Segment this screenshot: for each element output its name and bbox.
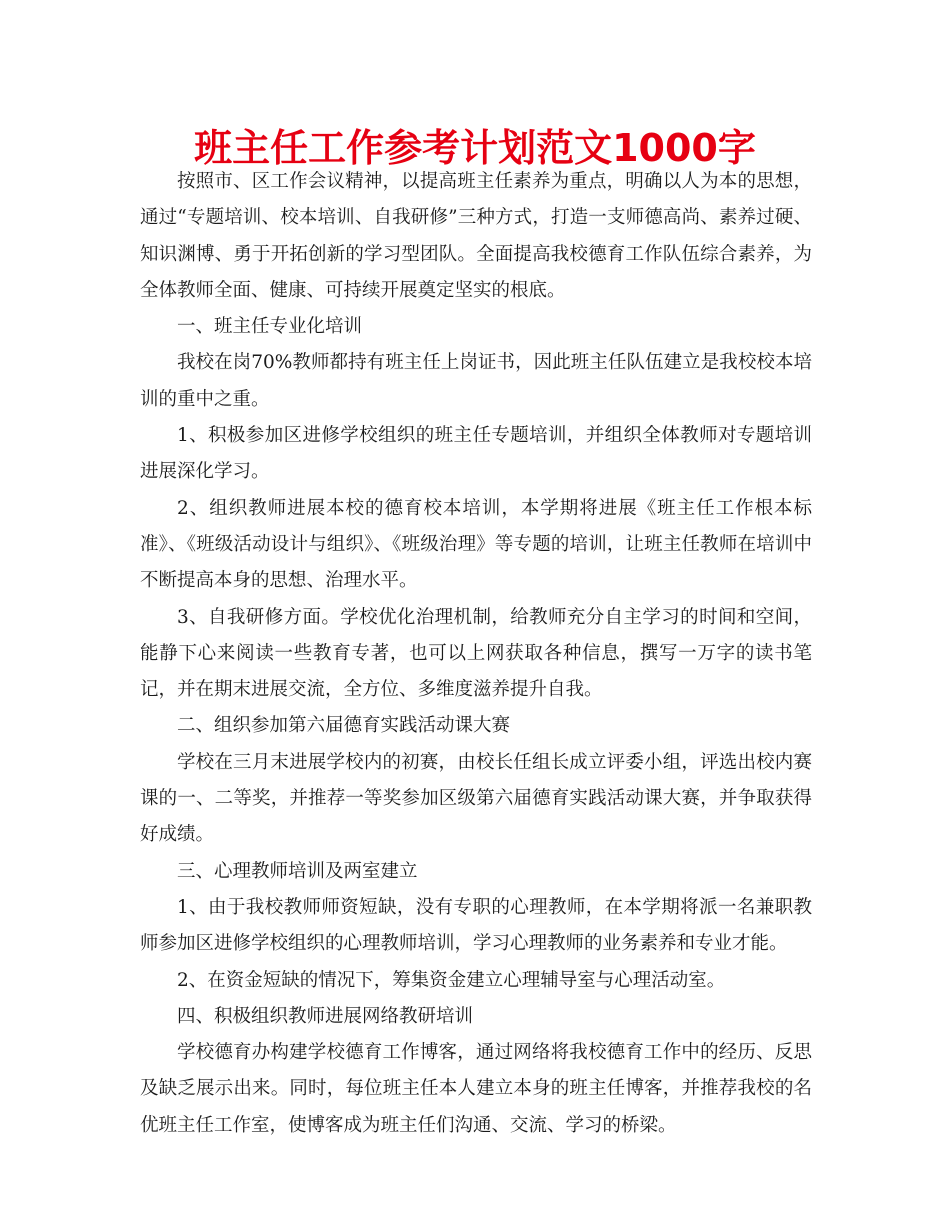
paragraph: 学校德育办构建学校德育工作博客，通过网络将我校德育工作中的经历、反思及缺乏展示出来。同时，每位班主任本人建立本身的班主任博客，并推荐我校的名优班主任工作室，使博客成为班主任们沟通、交流、学习的桥梁。 (140, 1042, 812, 1136)
list-item: 2、组织教师进展本校的德育校本培训，本学期将进展《班主任工作根本标准》、《班级活动设计与组织》、《班级治理》等专题的培训，让班主任教师在培训中不断提高本身的思想、治理水平。 (140, 497, 812, 592)
paragraph: 学校在三月末进展学校内的初赛，由校长任组长成立评委小组，评选出校内赛课的一、二等奖，并推荐一等奖参加区级第六届德育实践活动课大赛，并争取获得好成绩。 (140, 751, 812, 846)
list-item: 1、积极参加区进修学校组织的班主任专题培训，并组织全体教师对专题培训进展深化学习。 (140, 425, 812, 483)
section-heading-2: 二、组织参加第六届德育实践活动课大赛 (177, 715, 511, 737)
list-item: 1、由于我校教师师资短缺，没有专职的心理教师，在本学期将派一名兼职教师参加区进修学校组织的心理教师培训，学习心理教师的业务素养和专业才能。 (140, 896, 812, 955)
list-item: 3、自我研修方面。学校优化治理机制，给教师充分自主学习的时间和空间，能静下心来阅读一些教育专著，也可以上网获取各种信息，撰写一万字的读书笔记，并在期末进展交流，全方位、多维度滋养提升自我。 (140, 606, 812, 701)
section-heading-4: 四、积极组织教师进展网络教研培训 (177, 1005, 474, 1027)
section-heading-3: 三、心理教师培训及两室建立 (177, 860, 418, 882)
document-body (140, 164, 812, 1144)
list-item: 2、在资金短缺的情况下，筹集资金建立心理辅导室与心理活动室。 (177, 969, 726, 991)
paragraph-intro: 按照市、区工作会议精神，以提高班主任素养为重点，明确以人为本的思想，通过“专题培训、校本培训、自我研修”三种方式，打造一支师德高尚、素养过硬、知识渊博、勇于开拓创新的学习型团队。全面提高我校德育工作队伍综合素养，为全体教师全面、健康、可持续开展奠定坚实的根底。 (140, 171, 812, 301)
paragraph: 我校在岗70%教师都持有班主任上岗证书，因此班主任队伍建立是我校校本培训的重中之重。 (140, 352, 812, 410)
document-title: 班主任工作参考计划范文1000字 (194, 126, 756, 170)
section-heading-1: 一、班主任专业化培训 (177, 316, 363, 338)
